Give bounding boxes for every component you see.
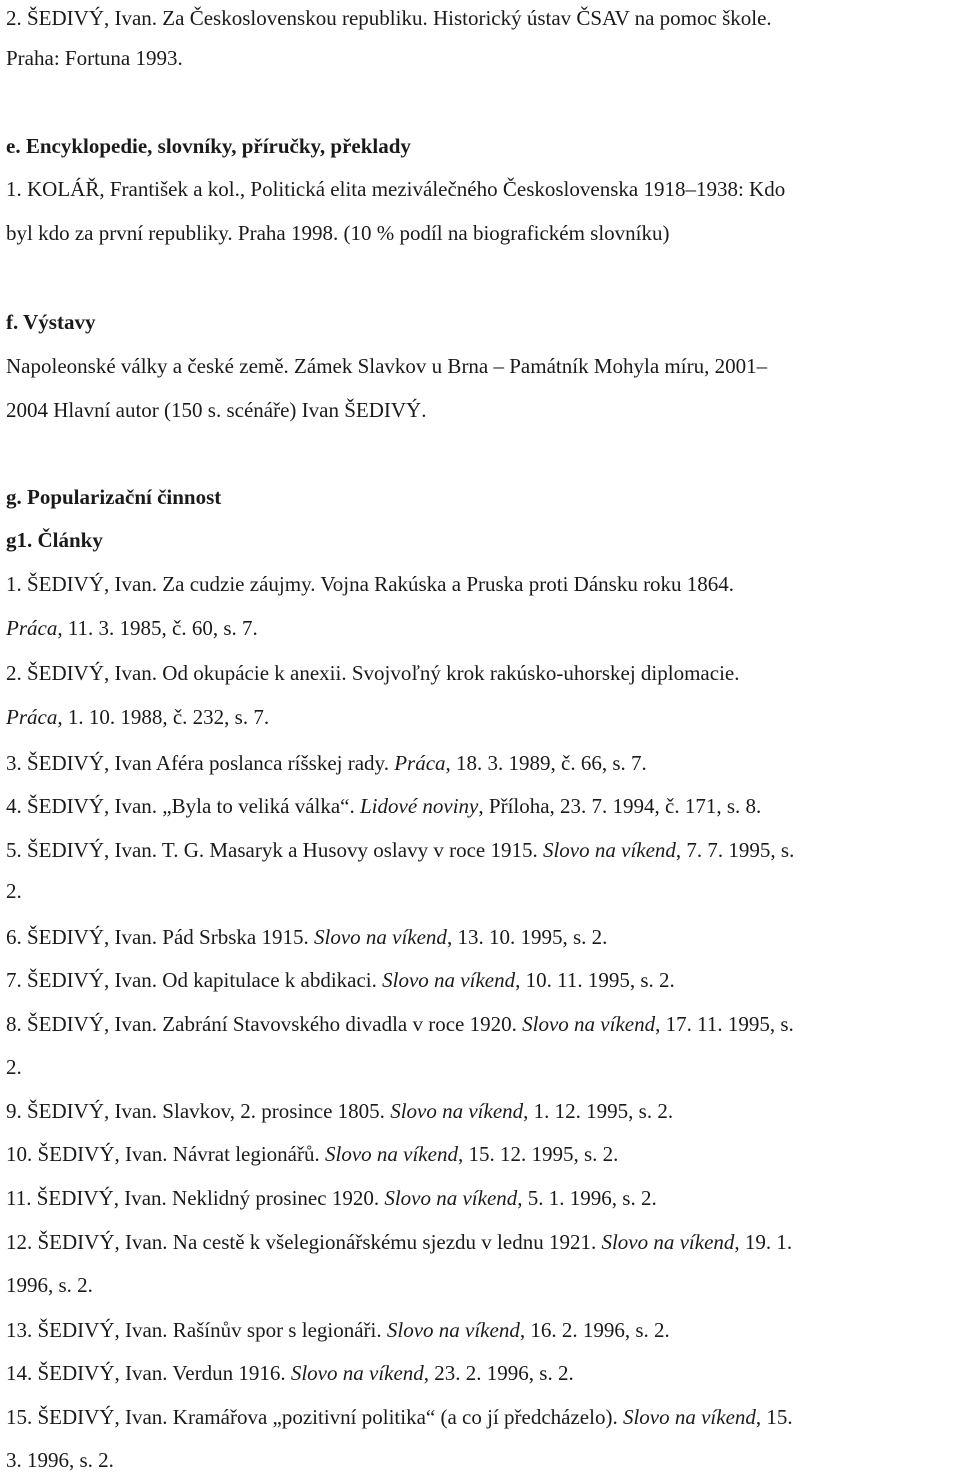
text-line bbox=[6, 1271, 956, 1299]
text-segment: 13. ŠEDIVÝ, Ivan. Rašínův spor s legionáři. bbox=[6, 1318, 387, 1342]
text-segment: 1. ŠEDIVÝ, Ivan. Za cudzie záujmy. Vojna Rakúska a Pruska proti Dánsku roku 1864. bbox=[6, 572, 735, 596]
text-segment: 12. ŠEDIVÝ, Ivan. Na cestě k všelegionářskému sjezdu v lednu 1921. bbox=[6, 1230, 602, 1254]
italic-title: Slovo na víkend bbox=[313, 925, 447, 949]
section-heading: g1. Články bbox=[6, 528, 103, 552]
text-segment: 15. ŠEDIVÝ, Ivan. Kramářova „pozitivní politika“ (a co jí předcházelo). bbox=[6, 1405, 623, 1429]
text-line bbox=[6, 614, 956, 642]
italic-title: Slovo na víkend bbox=[382, 968, 516, 992]
text-segment: 2. bbox=[6, 1055, 22, 1079]
italic-title: Práca bbox=[394, 751, 446, 775]
text-segment: 7. ŠEDIVÝ, Ivan. Od kapitulace k abdikaci. bbox=[6, 968, 383, 992]
text-segment: 11. ŠEDIVÝ, Ivan. Neklidný prosinec 1920. bbox=[6, 1186, 385, 1210]
italic-title: Lidové noviny bbox=[360, 794, 479, 818]
text-segment: 10. ŠEDIVÝ, Ivan. Návrat legionářů. bbox=[6, 1142, 325, 1166]
text-line bbox=[6, 1010, 956, 1038]
text-segment: , 11. 3. 1985, č. 60, s. 7. bbox=[57, 616, 258, 640]
italic-title: Slovo na víkend bbox=[390, 1099, 524, 1123]
text-segment: 2. ŠEDIVÝ, Ivan. Od okupácie k anexii. Svojvoľný krok rakúsko-uhorskej diplomacie. bbox=[6, 661, 740, 685]
text-line bbox=[6, 1097, 956, 1125]
text-segment: 8. ŠEDIVÝ, Ivan. Zabrání Stavovského divadla v roce 1920. bbox=[6, 1012, 523, 1036]
text-segment: , 18. 3. 1989, č. 66, s. 7. bbox=[445, 751, 647, 775]
text-line bbox=[6, 4, 956, 32]
text-line bbox=[6, 923, 956, 951]
text-segment: 5. ŠEDIVÝ, Ivan. T. G. Masaryk a Husovy oslavy v roce 1915. bbox=[6, 838, 543, 862]
text-line bbox=[6, 396, 956, 424]
italic-title: Slovo na víkend bbox=[386, 1318, 520, 1342]
italic-title: Slovo na víkend bbox=[290, 1361, 424, 1385]
text-line bbox=[6, 836, 956, 864]
text-segment: 14. ŠEDIVÝ, Ivan. Verdun 1916. bbox=[6, 1361, 291, 1385]
text-line bbox=[6, 308, 956, 336]
text-line bbox=[6, 1140, 956, 1168]
italic-title: Slovo na víkend bbox=[601, 1230, 735, 1254]
text-line bbox=[6, 877, 956, 905]
text-segment: , 16. 2. 1996, s. 2. bbox=[519, 1318, 670, 1342]
text-line bbox=[6, 352, 956, 380]
text-line bbox=[6, 483, 956, 511]
text-segment: 4. ŠEDIVÝ, Ivan. „Byla to veliká válka“. bbox=[6, 794, 360, 818]
italic-title: Slovo na víkend bbox=[384, 1186, 518, 1210]
italic-title: Slovo na víkend bbox=[622, 1405, 756, 1429]
text-line bbox=[6, 570, 956, 598]
text-line bbox=[6, 1403, 956, 1431]
text-line bbox=[6, 1184, 956, 1212]
text-segment: , Příloha, 23. 7. 1994, č. 171, s. 8. bbox=[478, 794, 762, 818]
text-line bbox=[6, 44, 956, 72]
text-line bbox=[6, 749, 956, 777]
text-segment: , 15. bbox=[755, 1405, 793, 1429]
text-segment: , 13. 10. 1995, s. 2. bbox=[446, 925, 608, 949]
text-line bbox=[6, 1446, 956, 1474]
text-line bbox=[6, 703, 956, 731]
text-line bbox=[6, 1228, 956, 1256]
italic-title: Práca bbox=[6, 616, 58, 640]
text-segment: , 23. 2. 1996, s. 2. bbox=[423, 1361, 574, 1385]
text-segment: , 19. 1. bbox=[734, 1230, 793, 1254]
italic-title: Práca bbox=[6, 705, 58, 729]
italic-title: Slovo na víkend bbox=[325, 1142, 458, 1166]
text-segment: , 10. 11. 1995, s. 2. bbox=[515, 968, 675, 992]
text-segment: 2. ŠEDIVÝ, Ivan. Za Československou republiku. Historický ústav ČSAV na pomoc škole. bbox=[6, 6, 772, 30]
text-segment: , 15. 12. 1995, s. 2. bbox=[457, 1142, 619, 1166]
section-heading: g. Popularizační činnost bbox=[6, 485, 222, 509]
italic-title: Slovo na víkend bbox=[522, 1012, 656, 1036]
text-segment: , 1. 12. 1995, s. 2. bbox=[523, 1099, 674, 1123]
text-segment: 2. bbox=[6, 879, 22, 903]
text-segment: , 17. 11. 1995, s. bbox=[655, 1012, 794, 1036]
text-segment: 3. ŠEDIVÝ, Ivan Aféra poslanca ríšskej rady. bbox=[6, 751, 395, 775]
text-segment: 2004 Hlavní autor (150 s. scénáře) Ivan ŠEDIVÝ. bbox=[6, 398, 427, 422]
text-segment: 3. 1996, s. 2. bbox=[6, 1448, 114, 1472]
text-line bbox=[6, 966, 956, 994]
text-segment: 9. ŠEDIVÝ, Ivan. Slavkov, 2. prosince 1805. bbox=[6, 1099, 391, 1123]
text-segment: , 1. 10. 1988, č. 232, s. 7. bbox=[57, 705, 270, 729]
text-line bbox=[6, 659, 956, 687]
text-line bbox=[6, 792, 956, 820]
text-line bbox=[6, 1316, 956, 1344]
text-segment: 6. ŠEDIVÝ, Ivan. Pád Srbska 1915. bbox=[6, 925, 314, 949]
section-heading: e. Encyklopedie, slovníky, příručky, překlady bbox=[6, 134, 411, 158]
text-line bbox=[6, 1053, 956, 1081]
section-heading: f. Výstavy bbox=[6, 310, 96, 334]
text-line bbox=[6, 219, 956, 247]
text-segment: 1996, s. 2. bbox=[6, 1273, 93, 1297]
text-segment: , 5. 1. 1996, s. 2. bbox=[517, 1186, 657, 1210]
text-segment: 1. KOLÁŘ, František a kol., Politická elita meziválečného Československa 1918–1938: Kdo bbox=[6, 177, 786, 201]
text-segment: byl kdo za první republiky. Praha 1998. (10 % podíl na biografickém slovníku) bbox=[6, 221, 670, 245]
text-line bbox=[6, 526, 956, 554]
text-line bbox=[6, 132, 956, 160]
text-segment: Napoleonské války a české země. Zámek Slavkov u Brna – Památník Mohyla míru, 2001– bbox=[6, 354, 768, 378]
text-line bbox=[6, 1359, 956, 1387]
italic-title: Slovo na víkend bbox=[542, 838, 676, 862]
text-line bbox=[6, 175, 956, 203]
text-segment: Praha: Fortuna 1993. bbox=[6, 46, 183, 70]
text-segment: , 7. 7. 1995, s. bbox=[675, 838, 795, 862]
